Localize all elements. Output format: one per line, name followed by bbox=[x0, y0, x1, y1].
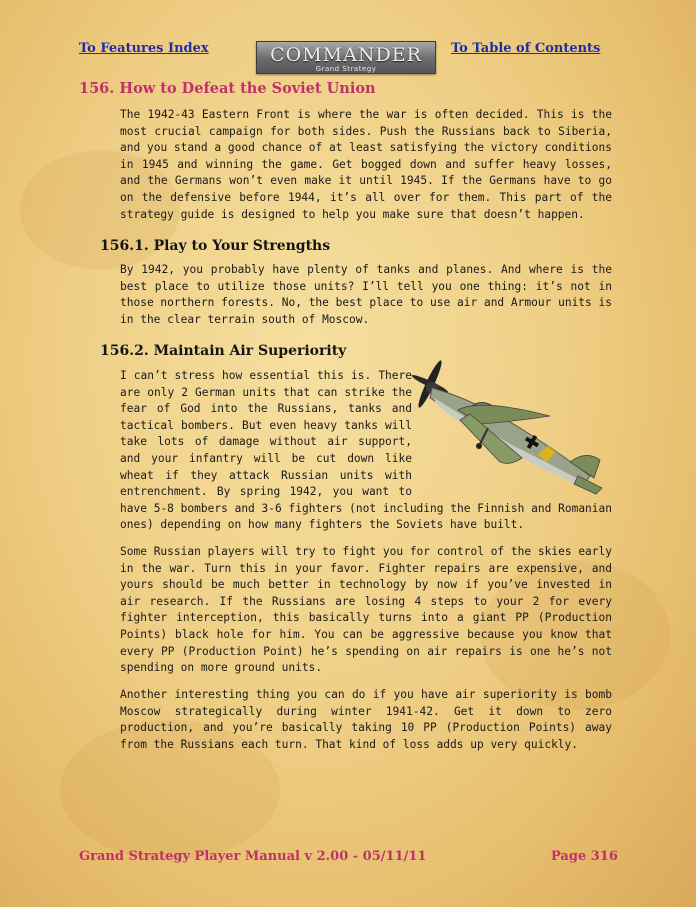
footer-page-number: Page 316 bbox=[551, 849, 618, 864]
table-of-contents-link[interactable]: To Table of Contents bbox=[451, 41, 601, 56]
logo-subtitle: Grand Strategy bbox=[315, 65, 377, 73]
air-superiority-paragraph-2: Some Russian players will try to fight you for control of the skies early in the war. Turn this in your favor. Fighter repairs are expensive, and yours should be much better in technology by now if you’ve invested in air research. If the Russians are losing 4 steps to your 2 for every fighter interception, this basically turns into a giant PP (Production Points) black hole for him. You can be aggressive because you know that every PP (Production Point) he’s spending on air repairs is one he’s not spending on more ground units. bbox=[120, 545, 612, 675]
commander-logo bbox=[256, 41, 436, 74]
features-index-link[interactable]: To Features Index bbox=[79, 41, 209, 56]
section-title: 156. How to Defeat the Soviet Union bbox=[79, 80, 376, 97]
air-superiority-paragraph-3: Another interesting thing you can do if you have air superiority is bomb Moscow strategically during winter 1941-42. Get it down to zero production, and you’re basically taking 10 PP (Production Points) away from the Russians each turn. That kind of loss adds up very quickly. bbox=[120, 688, 612, 751]
image-wrap-space bbox=[412, 368, 612, 486]
air-superiority-paragraph-1 bbox=[120, 368, 612, 534]
air-superiority-text: I can’t stress how essential this is. There are only 2 German units that can strike the fear of God into the Russians, tanks and tactical bombers. But even heavy tanks will take lots of damage without air support, and your infantry will be cut down like wheat if they attack Russian units with entrenchment. By spring 1942, you want to have 5-8 bombers and 3-6 fighters (not including the Finnish and Romanian ones) depending on how many fighters the Soviets have built. bbox=[120, 369, 612, 532]
intro-paragraph: The 1942-43 Eastern Front is where the war is often decided. This is the most crucial campaign for both sides. Push the Russians back to Siberia, and you stand a good chance of at least satisfying the victory conditions in 1945 and winning the game. Get bogged down and suffer heavy losses, and the Germans won’t even make it until 1945. If the Germans have to go on the defensive before 1944, it’s all over for them. This part of the strategy guide is designed to help you make sure that doesn’t happen. bbox=[120, 108, 612, 221]
subsection-title-air-superiority: 156.2. Maintain Air Superiority bbox=[100, 343, 347, 359]
subsection-title-strengths: 156.1. Play to Your Strengths bbox=[100, 238, 331, 254]
logo-title: COMMANDER bbox=[270, 44, 422, 66]
strengths-paragraph: By 1942, you probably have plenty of tanks and planes. And where is the best place to utilize those units? I’ll tell you one thing: it’s not in those northern forests. No, the best place to use air and Armour units is in the clear terrain south of Moscow. bbox=[120, 263, 612, 326]
footer-manual-version: Grand Strategy Player Manual v 2.00 - 05/11/11 bbox=[79, 849, 427, 864]
